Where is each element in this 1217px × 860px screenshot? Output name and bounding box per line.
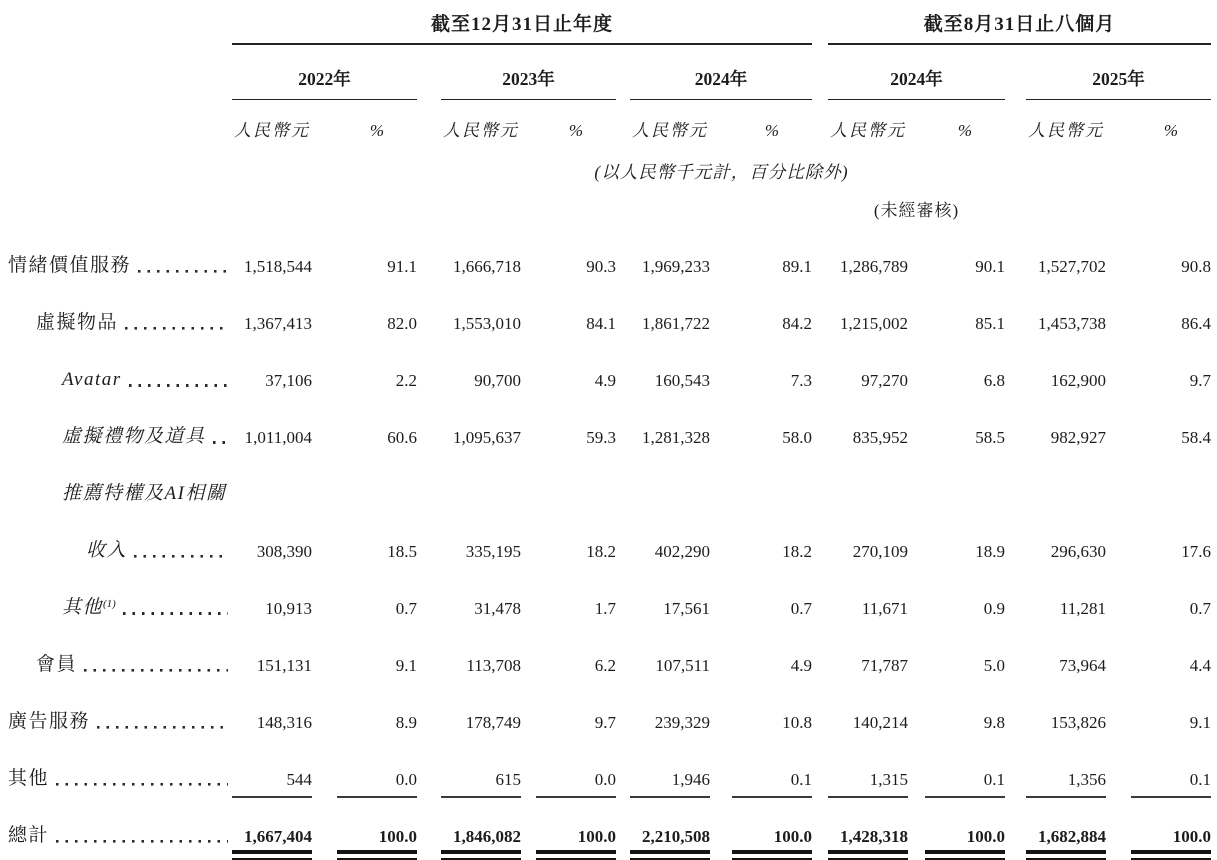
percent-cell: 86.4	[1181, 314, 1211, 333]
percent-cell: 9.8	[983, 713, 1005, 732]
spacer	[1106, 801, 1131, 858]
spacer	[710, 402, 732, 459]
spacer	[417, 345, 441, 402]
spacer	[710, 288, 732, 345]
percent-cell: 84.2	[782, 314, 812, 333]
amount-cell: 1,846,082	[441, 801, 521, 858]
spacer	[1106, 630, 1131, 687]
percent-cell: 8.9	[395, 713, 417, 732]
spacer	[616, 573, 630, 630]
percent-cell: 4.9	[594, 371, 616, 390]
spacer	[521, 630, 536, 687]
amount-cell: 11,671	[861, 599, 908, 618]
table-row	[0, 744, 1211, 801]
percent-cell: 0.0	[536, 744, 616, 801]
spacer	[521, 231, 536, 288]
spacer	[908, 100, 925, 148]
row-label-text: 虛擬禮物及道具	[62, 426, 206, 447]
spacer	[1005, 801, 1026, 858]
spacer	[417, 100, 441, 148]
spacer	[908, 516, 925, 573]
percent-cell: 4.9	[790, 656, 812, 675]
spacer	[417, 44, 441, 100]
percent-cell: 0.7	[1189, 599, 1211, 618]
percent-cell: 90.1	[975, 257, 1005, 276]
row-label	[0, 744, 232, 801]
unaudited-note: (未經審核)	[873, 201, 960, 220]
spacer	[417, 402, 441, 459]
percent-cell: 58.5	[975, 428, 1005, 447]
percent-cell: 9.7	[594, 713, 616, 732]
spacer	[1106, 100, 1131, 148]
percent-cell: 90.8	[1181, 257, 1211, 276]
spacer	[908, 744, 925, 801]
amount-cell: 1,518,544	[244, 257, 312, 276]
spacer	[710, 744, 732, 801]
percent-cell: 59.3	[586, 428, 616, 447]
amount-cell: 1,861,722	[642, 314, 710, 333]
spacer	[908, 345, 925, 402]
percent-cell: 100.0	[732, 801, 812, 858]
percent-header: %	[764, 121, 780, 140]
row-label	[0, 801, 232, 858]
spacer	[908, 630, 925, 687]
spacer	[1106, 345, 1131, 402]
row-label-text: 情緒價值服務	[8, 255, 132, 276]
amount-cell: 1,095,637	[453, 428, 521, 447]
spacer	[312, 687, 337, 744]
amount-cell: 17,561	[663, 599, 710, 618]
spacer	[908, 402, 925, 459]
spacer	[812, 687, 828, 744]
table-row	[0, 288, 1211, 345]
percent-header: %	[568, 121, 584, 140]
spacer	[616, 345, 630, 402]
dot-leader	[125, 327, 228, 330]
spacer	[521, 573, 536, 630]
amount-cell: 31,478	[474, 599, 521, 618]
spacer	[812, 516, 828, 573]
spacer	[616, 516, 630, 573]
row-label	[0, 345, 232, 402]
amount-header: 人民幣元	[443, 121, 519, 140]
row-label-text: 虛擬物品	[36, 312, 119, 333]
spacer	[908, 801, 925, 858]
spacer	[908, 687, 925, 744]
spacer	[710, 100, 732, 148]
year-2023: 2023年	[441, 44, 616, 100]
spacer	[417, 744, 441, 801]
spacer	[1106, 687, 1131, 744]
spacer	[616, 630, 630, 687]
amount-cell: 151,131	[256, 656, 312, 675]
spacer	[312, 573, 337, 630]
amount-header: 人民幣元	[234, 121, 310, 140]
footnote-marker: (1)	[103, 598, 116, 610]
amount-cell: 73,964	[1059, 656, 1106, 675]
spacer	[417, 801, 441, 858]
amount-cell: 296,630	[1050, 542, 1106, 561]
spacer	[616, 44, 630, 100]
percent-cell: 9.1	[1189, 713, 1211, 732]
spacer	[1106, 402, 1131, 459]
amount-cell: 402,290	[654, 542, 710, 561]
spacer	[1005, 192, 1211, 231]
amount-cell: 90,700	[474, 371, 521, 390]
row-label-text: 會員	[36, 654, 78, 675]
spacer	[1005, 288, 1026, 345]
amount-cell: 1,969,233	[642, 257, 710, 276]
dot-leader	[97, 726, 228, 729]
spacer	[417, 288, 441, 345]
spacer	[312, 801, 337, 858]
percent-cell: 0.7	[395, 599, 417, 618]
table-row	[0, 345, 1211, 402]
spacer	[710, 573, 732, 630]
spacer	[312, 402, 337, 459]
amount-cell: 835,952	[852, 428, 908, 447]
spacer	[232, 459, 1211, 516]
spacer	[417, 516, 441, 573]
spacer	[521, 516, 536, 573]
spacer	[312, 288, 337, 345]
spacer	[312, 744, 337, 801]
spacer	[1005, 345, 1026, 402]
percent-cell: 58.4	[1181, 428, 1211, 447]
spacer	[710, 345, 732, 402]
percent-cell: 0.1	[732, 744, 812, 801]
amount-cell: 544	[232, 744, 312, 801]
spacer	[616, 801, 630, 858]
table-row	[0, 402, 1211, 459]
amount-cell: 37,106	[265, 371, 312, 390]
amount-cell: 1,286,789	[840, 257, 908, 276]
percent-cell: 0.1	[1131, 744, 1211, 801]
percent-cell: 100.0	[536, 801, 616, 858]
percent-cell: 18.5	[387, 542, 417, 561]
spacer	[616, 288, 630, 345]
percent-cell: 100.0	[1131, 801, 1211, 858]
spacer	[312, 516, 337, 573]
amount-cell: 160,543	[654, 371, 710, 390]
amount-cell: 140,214	[852, 713, 908, 732]
amount-header: 人民幣元	[1028, 121, 1104, 140]
dot-leader	[56, 783, 228, 786]
amount-cell: 1,367,413	[244, 314, 312, 333]
spacer	[1005, 573, 1026, 630]
spacer	[1106, 516, 1131, 573]
percent-cell: 4.4	[1189, 656, 1211, 675]
row-label-text: 其他	[8, 768, 50, 789]
amount-header: 人民幣元	[830, 121, 906, 140]
table-row	[0, 801, 1211, 858]
table-row	[0, 516, 1211, 573]
table-body	[0, 231, 1211, 858]
percent-cell: 6.8	[983, 371, 1005, 390]
spacer	[312, 100, 337, 148]
spacer	[1005, 630, 1026, 687]
spacer	[812, 402, 828, 459]
row-label-text: 廣告服務	[8, 711, 91, 732]
row-label	[0, 516, 232, 573]
row-label	[0, 687, 232, 744]
spacer	[812, 44, 828, 100]
row-label-text: 推薦特權及AI相關	[62, 483, 227, 504]
percent-header: %	[957, 121, 973, 140]
spacer	[1106, 288, 1131, 345]
percent-cell: 6.2	[594, 656, 616, 675]
percent-cell: 0.0	[337, 744, 417, 801]
spacer	[521, 744, 536, 801]
amount-cell: 1,453,738	[1038, 314, 1106, 333]
amount-cell: 1,946	[630, 744, 710, 801]
spacer	[0, 0, 232, 44]
percent-cell: 9.1	[395, 656, 417, 675]
row-label-text: 總計	[8, 825, 50, 846]
amount-cell: 71,787	[861, 656, 908, 675]
period-group-row	[0, 0, 1211, 44]
spacer	[1106, 231, 1131, 288]
percent-cell: 2.2	[395, 371, 417, 390]
amount-cell: 1,667,404	[232, 801, 312, 858]
spacer	[521, 345, 536, 402]
spacer	[616, 744, 630, 801]
spacer	[908, 231, 925, 288]
amount-cell: 1,553,010	[453, 314, 521, 333]
spacer	[812, 801, 828, 858]
percent-cell: 17.6	[1181, 542, 1211, 561]
year-2024-8m: 2024年	[828, 44, 1005, 100]
row-label-text: 收入	[86, 540, 128, 561]
spacer	[521, 402, 536, 459]
amount-cell: 1,682,884	[1026, 801, 1106, 858]
spacer	[710, 231, 732, 288]
spacer	[710, 630, 732, 687]
spacer	[417, 630, 441, 687]
year-header-row	[0, 44, 1211, 100]
spacer	[812, 630, 828, 687]
dot-leader	[129, 384, 228, 387]
spacer	[0, 147, 232, 192]
spacer	[812, 100, 828, 148]
amount-cell: 1,215,002	[840, 314, 908, 333]
amount-cell: 1,666,718	[453, 257, 521, 276]
percent-cell: 60.6	[387, 428, 417, 447]
spacer	[908, 573, 925, 630]
unit-note-row	[0, 147, 1211, 192]
spacer	[1005, 744, 1026, 801]
spacer	[312, 231, 337, 288]
spacer	[312, 630, 337, 687]
amount-cell: 162,900	[1050, 371, 1106, 390]
amount-cell: 97,270	[861, 371, 908, 390]
percent-header: %	[369, 121, 385, 140]
amount-cell: 1,281,328	[642, 428, 710, 447]
amount-cell: 148,316	[256, 713, 312, 732]
year-2022: 2022年	[232, 44, 417, 100]
amount-cell: 1,011,004	[244, 428, 312, 447]
amount-cell: 153,826	[1050, 713, 1106, 732]
percent-cell: 85.1	[975, 314, 1005, 333]
percent-cell: 89.1	[782, 257, 812, 276]
amount-cell: 2,210,508	[630, 801, 710, 858]
amount-cell: 107,511	[655, 656, 710, 675]
row-label	[0, 288, 232, 345]
spacer	[710, 687, 732, 744]
spacer	[521, 801, 536, 858]
percent-cell: 0.9	[983, 599, 1005, 618]
spacer	[417, 687, 441, 744]
table-row	[0, 687, 1211, 744]
unaudited-note-row	[0, 192, 1211, 231]
spacer	[616, 687, 630, 744]
unit-note: (以人民幣千元計，百分比除外)	[594, 162, 849, 182]
amount-cell: 615	[441, 744, 521, 801]
spacer	[1005, 44, 1026, 100]
percent-cell: 91.1	[387, 257, 417, 276]
percent-cell: 84.1	[586, 314, 616, 333]
percent-cell: 0.1	[925, 744, 1005, 801]
row-label	[0, 402, 232, 459]
spacer	[616, 100, 630, 148]
percent-cell: 58.0	[782, 428, 812, 447]
amount-cell: 308,390	[256, 542, 312, 561]
period-group-eight-months: 截至8月31日止八個月	[828, 0, 1211, 44]
year-2024: 2024年	[630, 44, 812, 100]
amount-cell: 10,913	[265, 599, 312, 618]
percent-cell: 18.2	[782, 542, 812, 561]
spacer	[616, 231, 630, 288]
row-label	[0, 231, 232, 288]
row-label	[0, 630, 232, 687]
spacer	[417, 231, 441, 288]
dot-leader	[134, 555, 228, 558]
table-row	[0, 459, 1211, 516]
spacer	[616, 402, 630, 459]
spacer	[521, 100, 536, 148]
percent-cell: 82.0	[387, 314, 417, 333]
amount-cell: 982,927	[1050, 428, 1106, 447]
dot-leader	[84, 669, 228, 672]
spacer	[521, 687, 536, 744]
spacer	[1005, 516, 1026, 573]
amount-cell: 1,315	[828, 744, 908, 801]
dot-leader	[56, 840, 228, 843]
amount-cell: 1,356	[1026, 744, 1106, 801]
spacer	[812, 288, 828, 345]
row-label-text: Avatar	[62, 369, 122, 390]
amount-cell: 335,195	[465, 542, 521, 561]
spacer	[417, 573, 441, 630]
percent-cell: 10.8	[782, 713, 812, 732]
dot-leader	[213, 441, 228, 444]
percent-cell: 7.3	[790, 371, 812, 390]
spacer	[0, 44, 232, 100]
spacer	[908, 288, 925, 345]
amount-cell: 1,527,702	[1038, 257, 1106, 276]
spacer	[1005, 231, 1026, 288]
dot-leader	[123, 612, 228, 615]
spacer	[812, 744, 828, 801]
amount-header: 人民幣元	[632, 121, 708, 140]
spacer	[1005, 402, 1026, 459]
spacer	[0, 192, 828, 231]
spacer	[812, 0, 828, 44]
spacer	[521, 288, 536, 345]
spacer	[812, 345, 828, 402]
spacer	[312, 345, 337, 402]
percent-cell: 18.9	[975, 542, 1005, 561]
amount-cell: 270,109	[852, 542, 908, 561]
table-row	[0, 231, 1211, 288]
spacer	[710, 801, 732, 858]
percent-cell: 100.0	[925, 801, 1005, 858]
percent-cell: 1.7	[594, 599, 616, 618]
percent-cell: 9.7	[1189, 371, 1211, 390]
spacer	[710, 516, 732, 573]
amount-cell: 1,428,318	[828, 801, 908, 858]
spacer	[1106, 573, 1131, 630]
percent-cell: 0.7	[790, 599, 812, 618]
row-label	[0, 573, 232, 630]
column-header-row	[0, 100, 1211, 148]
amount-cell: 178,749	[465, 713, 521, 732]
percent-cell: 90.3	[586, 257, 616, 276]
amount-cell: 113,708	[466, 656, 521, 675]
table-row	[0, 573, 1211, 630]
percent-cell: 100.0	[337, 801, 417, 858]
percent-cell: 5.0	[983, 656, 1005, 675]
spacer	[1005, 100, 1026, 148]
spacer	[1005, 687, 1026, 744]
year-2025-8m: 2025年	[1026, 44, 1211, 100]
table-row	[0, 630, 1211, 687]
row-label-text: 其他$^{(1)}$	[62, 597, 116, 618]
percent-header: %	[1163, 121, 1179, 140]
spacer	[812, 231, 828, 288]
amount-cell: 11,281	[1059, 599, 1106, 618]
percent-cell: 18.2	[586, 542, 616, 561]
row-label	[0, 459, 232, 516]
dot-leader	[138, 270, 228, 273]
period-group-annual: 截至12月31日止年度	[232, 0, 812, 44]
spacer	[1106, 744, 1131, 801]
amount-cell: 239,329	[654, 713, 710, 732]
spacer	[812, 573, 828, 630]
spacer	[0, 100, 232, 148]
